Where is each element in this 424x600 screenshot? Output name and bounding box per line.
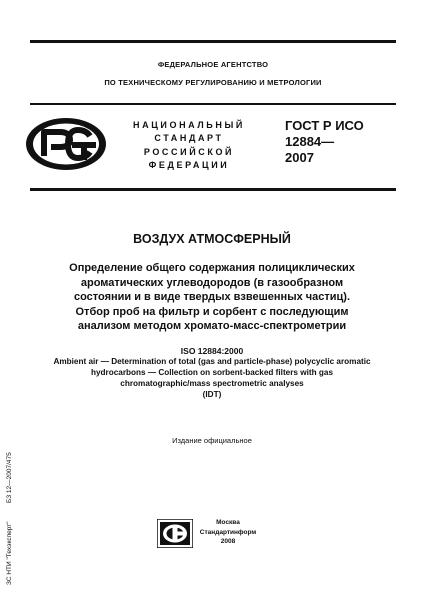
standard-line: СТАНДАРТ (154, 133, 224, 144)
publisher-city: Москва (216, 519, 240, 526)
standard-line: ФЕДЕРАЦИИ (148, 159, 230, 170)
side-copyright: ЗС НТИ "Техэксперт" (6, 521, 13, 585)
side-code: БЗ 12—2007/475 (6, 452, 13, 503)
document-subtitle (26, 261, 398, 334)
agency-name: ФЕДЕРАЛЬНОЕ АГЕНТСТВО (157, 60, 269, 69)
subtitle-line: Определение общего содержания полициклических (69, 262, 355, 274)
publisher-imprint (198, 518, 258, 547)
standard-line: НАЦИОНАЛЬНЫЙ (133, 120, 245, 130)
designation-year: 2007 (285, 150, 314, 165)
gost-emblem-icon (24, 116, 108, 172)
subtitle-line: ароматических углеводородов (в газообразном (80, 276, 344, 289)
publisher-year: 2008 (220, 538, 236, 545)
publisher-logo-icon (157, 519, 193, 548)
national-standard-block (124, 119, 254, 172)
english-title (22, 356, 402, 400)
english-title-line: (IDT) (202, 390, 222, 399)
designation-line: ГОСТ Р ИСО (285, 118, 364, 133)
standard-line: РОССИЙСКОЙ (143, 146, 235, 157)
subtitle-line: Отбор проб на фильтр и сорбент с последующим (75, 305, 349, 318)
standard-designation (285, 118, 395, 166)
designation-number: 12884— (285, 134, 335, 149)
iso-reference: ISO 12884:2000 (180, 346, 244, 356)
subtitle-line: анализом методом хромато-масс-спектрометрии (77, 320, 347, 332)
document-title: ВОЗДУХ АТМОСФЕРНЫЙ (133, 232, 291, 246)
publisher-name: Стандартинформ (199, 528, 257, 536)
top-rule (30, 40, 396, 43)
middle-rule (30, 103, 396, 105)
english-title-line: hydrocarbons — Collection on sorbent-backed filters with gas (90, 368, 334, 377)
agency-subtitle: ПО ТЕХНИЧЕСКОМУ РЕГУЛИРОВАНИЮ И МЕТРОЛОГИИ (104, 78, 322, 87)
subtitle-line: состоянии и в виде твердых взвешенных частиц). (73, 291, 351, 303)
english-title-line: chromatographic/mass spectrometric analyses (120, 379, 304, 388)
english-title-line: Ambient air — Determination of total (gas and particle-phase) polycyclic aromatic (53, 357, 371, 366)
edition-label: Издание официальное (172, 436, 252, 445)
lower-rule (30, 188, 396, 191)
